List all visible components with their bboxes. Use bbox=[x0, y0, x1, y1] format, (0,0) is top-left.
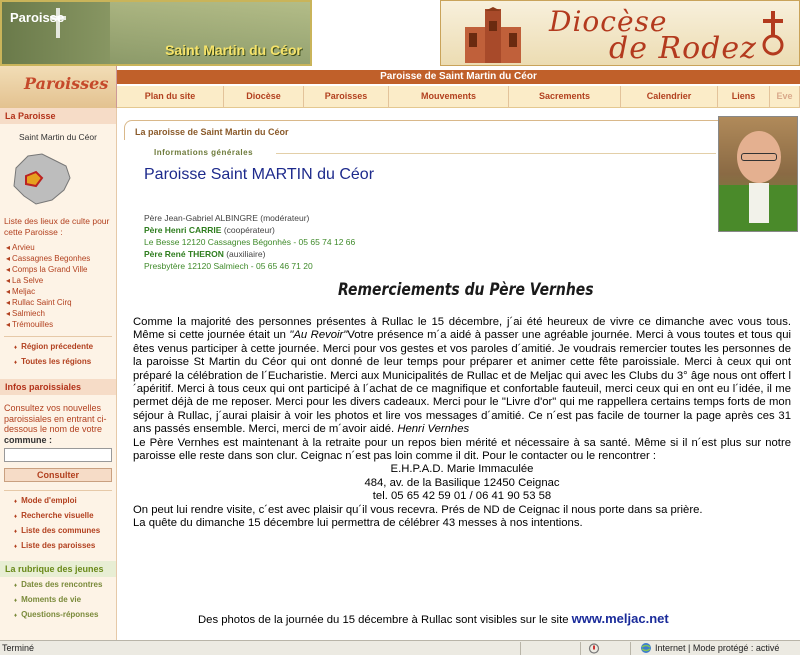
sidebar-infos-pre: Consultez vos nouvelles paroissiales en entrant ci-dessous le nom de votre bbox=[4, 403, 107, 434]
priest-2-role: (coopérateur) bbox=[223, 225, 275, 235]
clergy-list bbox=[144, 212, 355, 272]
sidebar-place-comps[interactable]: ◂ Comps la Grand Ville bbox=[0, 264, 116, 275]
priest-photo bbox=[718, 116, 798, 232]
article-body bbox=[133, 316, 791, 531]
sidebar-liste-paroisses[interactable]: ♦ Liste des paroisses bbox=[0, 538, 116, 553]
diocese-cross-icon bbox=[759, 7, 787, 63]
parish-banner[interactable] bbox=[0, 0, 312, 66]
para1-quote: "Au Revoir" bbox=[289, 329, 348, 342]
sidebar-recherche-visuelle[interactable]: ♦ Recherche visuelle bbox=[0, 508, 116, 523]
parish-title: Paroisse Saint MARTIN du Céor bbox=[144, 166, 375, 183]
priest-2 bbox=[144, 224, 355, 236]
priest-3-role: (auxiliaire) bbox=[226, 249, 266, 259]
security-zone-label: Internet | Mode protégé : activé bbox=[655, 643, 780, 653]
photo-collar bbox=[749, 183, 769, 223]
sidebar-place-salmiech[interactable]: ◂ Salmiech bbox=[0, 308, 116, 319]
sidebar-parish-name: Saint Martin du Céor bbox=[19, 132, 97, 142]
main-nav bbox=[117, 86, 800, 108]
nav-liens[interactable]: Liens bbox=[718, 86, 770, 108]
security-zone[interactable] bbox=[640, 642, 779, 654]
cathedral-icon bbox=[457, 7, 529, 63]
globe-icon bbox=[640, 642, 652, 654]
paroisses-logo[interactable] bbox=[0, 66, 117, 108]
sidebar-region-prev[interactable]: ♦ Région précedente bbox=[0, 339, 116, 354]
paragraph-thanks bbox=[133, 316, 791, 437]
sidebar-section-infos: Infos paroissiales bbox=[0, 379, 116, 395]
thanks-heading: Remerciements du Père Vernhes bbox=[338, 280, 594, 300]
address-line-2: 484, av. de la Basilique 12450 Ceignac bbox=[364, 476, 560, 489]
para1-text-a: Comme la majorité des personnes présentes à Rullac le 15 décembre, j´ai été heureux de vivre ce dimanche avec vous tous. Même si cette journée était un bbox=[133, 316, 791, 342]
priest-3 bbox=[144, 248, 355, 260]
paragraph-quete: La quête du dimanche 15 décembre lui permettra de célébrer 43 messes à nos intentions. bbox=[133, 517, 583, 530]
main-content bbox=[118, 108, 800, 640]
priest-3-name: Père René THERON bbox=[144, 249, 224, 259]
sidebar-liste-communes[interactable]: ♦ Liste des communes bbox=[0, 523, 116, 538]
page-title-bar: Paroisse de Saint Martin du Céor bbox=[117, 70, 800, 84]
status-bar bbox=[0, 640, 800, 655]
priest-2-name: Père Henri CARRIE bbox=[144, 225, 222, 235]
sidebar-place-cassagnes[interactable]: ◂ Cassagnes Begonhes bbox=[0, 253, 116, 264]
diocese-title-line1: Diocèse bbox=[549, 5, 668, 38]
para1-text-b: Votre présence m´a aidé à passer une agréable journée. Merci à vous toutes et tous qui êtes venus participer à cette journée. Merci pour vos gestes et vos paroles d´amitié. Je voudrais remercier toutes les personnes de la paroisse St Martin du Céor qui ont donné de leur temps pour préparer et animer cette fête paroissiale. Merci à ceux qui ont préparé la célébration de l´Eucharistie. Merci aux Municipalités de Rullac et de Meljac qui avec les Clubs du 3° âge nous ont offert l´apéritif. Merci à tous ceux qui ont participé à l´achat de ce magnifique et confortable fauteuil, merci ceux qui en ont eu l´idée, il me permet déjà de me reposer. Merci pour les divers cadeaux. Merci pour le "Livre d'or" qui me rappellera certains temps forts de mon séjour à Rullac, j´aurai plaisir à voir les photos et lire vos messages d´amitié. Ce n´est pas facile de tourner la page après ces 31 ans passés ensemble. Merci, merci de m´avoir aidé. bbox=[133, 329, 791, 436]
diocese-title-line2: de Rodez bbox=[609, 31, 757, 66]
sidebar-divider-2 bbox=[4, 490, 112, 491]
sidebar-region-all[interactable]: ♦ Toutes les régions bbox=[0, 354, 116, 369]
status-sep-2 bbox=[580, 642, 581, 655]
section-title: La paroisse de Saint Martin du Céor bbox=[124, 120, 720, 140]
priest-1-role: (modérateur) bbox=[260, 213, 310, 223]
nav-diocese[interactable]: Diocèse bbox=[224, 86, 304, 108]
photos-line bbox=[198, 611, 669, 626]
status-sep-1 bbox=[520, 642, 521, 655]
security-status-icon bbox=[588, 643, 600, 654]
sidebar-mode-emploi[interactable]: ♦ Mode d'emploi bbox=[0, 493, 116, 508]
sidebar-infos-text bbox=[0, 395, 116, 445]
banner-subtitle: Saint Martin du Céor bbox=[165, 42, 302, 58]
photos-text: Des photos de la journée du 15 décembre à Rullac sont visibles sur le site bbox=[198, 614, 572, 626]
sidebar-dates-rencontres[interactable]: ♦ Dates des rencontres bbox=[0, 577, 116, 592]
nav-eve[interactable]: Eve bbox=[770, 86, 800, 108]
sidebar-moments-de-vie[interactable]: ♦ Moments de vie bbox=[0, 592, 116, 607]
nav-sacrements[interactable]: Sacrements bbox=[509, 86, 621, 108]
priest-1-name: Père Jean-Gabriel ALBINGRE bbox=[144, 213, 258, 223]
paroisses-logo-text: Paroisses bbox=[24, 74, 109, 93]
consult-button[interactable]: Consulter bbox=[4, 468, 112, 482]
priest-3-address: Presbytère 12120 Salmiech - 05 65 46 71 20 bbox=[144, 261, 313, 271]
sidebar-questions-reponses[interactable]: ♦ Questions-réponses bbox=[0, 607, 116, 622]
priest-2-address: Le Besse 12120 Cassagnes Bégonhès - 05 65 74 12 66 bbox=[144, 237, 356, 247]
sidebar-list-intro: Liste des lieux de culte pour cette Paroisse : bbox=[4, 216, 110, 237]
sidebar-section-jeunes: La rubrique des jeunes bbox=[0, 561, 116, 577]
paragraph-retirement: Le Père Vernhes est maintenant à la retraite pour un repos bien mérité et nécessaire à sa santé. Même si il n´est plus sur notre paroisse elle reste dans son clur. Ceignac n´est pas loin comme il dit. Pour le contacter ou le rencontrer : bbox=[133, 436, 791, 463]
nav-plan-du-site[interactable]: Plan du site bbox=[117, 86, 224, 108]
commune-input[interactable] bbox=[4, 448, 112, 462]
signature: Henri Vernhes bbox=[397, 423, 470, 436]
nav-mouvements[interactable]: Mouvements bbox=[389, 86, 509, 108]
meljac-link[interactable]: www.meljac.net bbox=[571, 611, 669, 626]
sidebar-infos-commune-label: commune : bbox=[4, 434, 53, 445]
nav-paroisses[interactable]: Paroisses bbox=[304, 86, 389, 108]
sidebar-place-meljac[interactable]: ◂ Meljac bbox=[0, 286, 116, 297]
photo-glasses bbox=[741, 153, 777, 161]
subsection-title: Informations générales bbox=[154, 148, 254, 157]
sidebar-place-la-selve[interactable]: ◂ La Selve bbox=[0, 275, 116, 286]
sidebar-divider bbox=[4, 336, 112, 337]
sidebar bbox=[0, 108, 117, 640]
nav-calendrier[interactable]: Calendrier bbox=[621, 86, 718, 108]
sidebar-place-arvieu[interactable]: ◂ Arvieu bbox=[0, 242, 116, 253]
paragraph-visit: On peut lui rendre visite, c´est avec plaisir qu´il vous recevra. Prés de ND de Ceignac il nous porte dans sa prière. bbox=[133, 503, 703, 516]
sidebar-place-rullac[interactable]: ◂ Rullac Saint Cirq bbox=[0, 297, 116, 308]
banner-title: Paroisse bbox=[10, 10, 65, 25]
parish-map-icon[interactable] bbox=[6, 148, 76, 208]
priest-1 bbox=[144, 212, 355, 224]
address-line-1: E.H.P.A.D. Marie Immaculée bbox=[390, 463, 534, 476]
status-sep-3 bbox=[630, 642, 631, 655]
status-text: Terminé bbox=[2, 643, 35, 653]
diocese-banner[interactable] bbox=[440, 0, 800, 66]
sidebar-place-tremouilles[interactable]: ◂ Trémouilles bbox=[0, 319, 116, 330]
address-line-3: tel. 05 65 42 59 01 / 06 41 90 53 58 bbox=[372, 490, 552, 503]
sidebar-section-paroisse: La Paroisse bbox=[0, 108, 116, 124]
